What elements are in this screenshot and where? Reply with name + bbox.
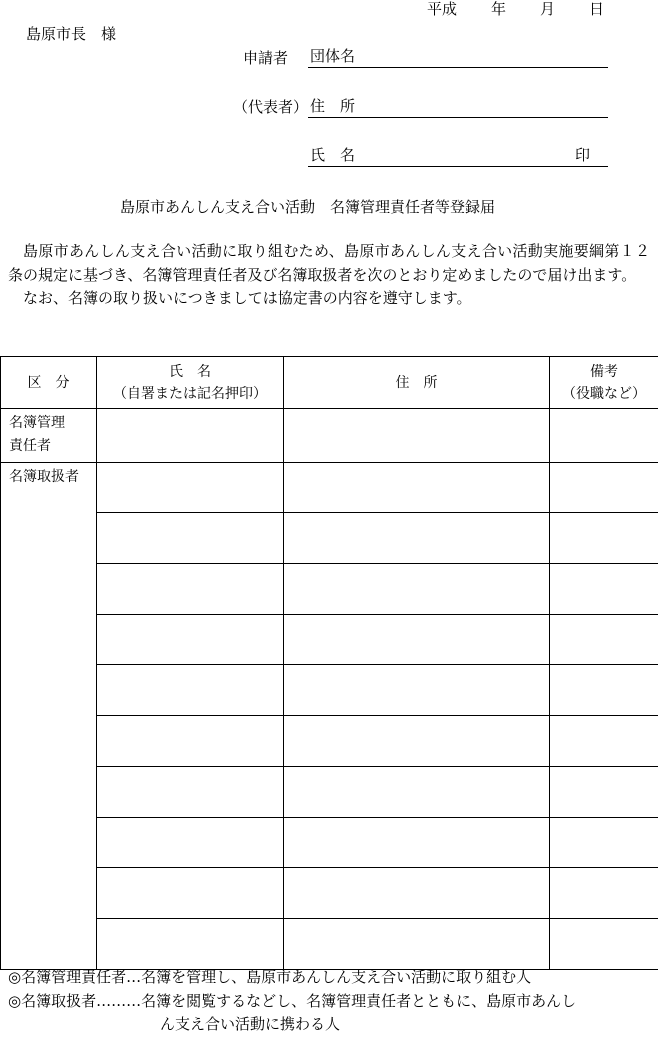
remarks-cell[interactable] [550, 766, 658, 817]
date-day: 日 [589, 0, 605, 18]
table-row [1, 665, 658, 716]
address-cell[interactable] [284, 766, 550, 817]
document-title: 島原市あんしん支え合い活動 名簿管理責任者等登録届 [120, 198, 496, 216]
address-cell[interactable] [284, 868, 550, 919]
category-handler: 名簿取扱者 [1, 462, 97, 969]
name-cell[interactable] [97, 665, 284, 716]
address-cell[interactable] [284, 817, 550, 868]
remarks-cell[interactable] [550, 665, 658, 716]
remarks-cell[interactable] [550, 513, 658, 564]
remarks-cell[interactable] [550, 614, 658, 665]
table-row [1, 462, 658, 513]
date-year: 年 [491, 0, 507, 18]
name-cell[interactable] [97, 766, 284, 817]
registration-table [0, 356, 658, 970]
header-remarks [550, 357, 658, 409]
address-field[interactable] [308, 95, 608, 118]
name-label: 氏 名 [310, 146, 356, 164]
name-cell[interactable] [97, 868, 284, 919]
note-handler-line1: ◎名簿取扱者………名簿を閲覧するなどし、名簿管理責任者とともに、島原市あんし [8, 991, 577, 1010]
remarks-cell[interactable] [550, 564, 658, 615]
category-manager-line1: 名簿管理 [9, 415, 65, 431]
address-cell[interactable] [284, 564, 550, 615]
remarks-cell[interactable] [550, 868, 658, 919]
table-row [1, 409, 658, 463]
date-era: 平成 [427, 0, 458, 18]
name-cell[interactable] [97, 409, 284, 463]
address-cell[interactable] [284, 409, 550, 463]
date-line [427, 0, 604, 19]
remarks-cell[interactable] [550, 716, 658, 767]
table-row [1, 817, 658, 868]
body-paragraph-1: 島原市あんしん支え合い活動に取り組むため、島原市あんしん支え合い活動実施要綱第１２条の規定に基づき、名簿管理責任者及び名簿取扱者を次のとおり定めましたので届け出ます。 [8, 242, 650, 284]
table-row [1, 564, 658, 615]
header-address: 住 所 [284, 357, 550, 409]
header-name-line1: 氏 名 [169, 363, 211, 380]
address-cell[interactable] [284, 716, 550, 767]
address-cell[interactable] [284, 614, 550, 665]
body-paragraph-2: なお、名簿の取り扱いにつきましては協定書の内容を遵守します。 [23, 289, 472, 307]
header-remarks-line1: 備考 [590, 363, 618, 380]
name-cell[interactable] [97, 614, 284, 665]
name-field[interactable] [308, 144, 608, 167]
category-manager [1, 409, 97, 463]
name-cell[interactable] [97, 918, 284, 969]
table-row [1, 868, 658, 919]
representative-label: （代表者） [233, 98, 309, 116]
recipient: 島原市長 様 [26, 25, 117, 43]
name-cell[interactable] [97, 716, 284, 767]
header-remarks-line2: （役職など） [562, 385, 646, 402]
group-name-field[interactable] [308, 45, 608, 68]
name-cell[interactable] [97, 513, 284, 564]
table-header-row [1, 357, 658, 409]
table-row [1, 716, 658, 767]
address-cell[interactable] [284, 918, 550, 969]
remarks-cell[interactable] [550, 409, 658, 463]
header-category: 区 分 [1, 357, 97, 409]
table-row [1, 614, 658, 665]
remarks-cell[interactable] [550, 918, 658, 969]
address-label: 住 所 [310, 97, 356, 115]
address-cell[interactable] [284, 665, 550, 716]
applicant-label: 申請者 [243, 49, 289, 67]
name-cell[interactable] [97, 817, 284, 868]
group-name-label: 団体名 [310, 47, 356, 65]
address-cell[interactable] [284, 513, 550, 564]
address-cell[interactable] [284, 462, 550, 513]
remarks-cell[interactable] [550, 817, 658, 868]
remarks-cell[interactable] [550, 462, 658, 513]
name-cell[interactable] [97, 564, 284, 615]
note-manager: ◎名簿管理責任者…名簿を管理し、島原市あんしん支え合い活動に取り組む人 [8, 968, 532, 986]
table-row [1, 513, 658, 564]
table-row [1, 766, 658, 817]
header-name [97, 357, 284, 409]
notes [8, 966, 653, 1037]
note-handler-line2: ん支え合い活動に携わる人 [160, 1015, 341, 1033]
category-manager-line2: 責任者 [9, 438, 51, 454]
header-name-line2: （自署または記名押印） [113, 385, 267, 402]
date-month: 月 [540, 0, 556, 18]
name-cell[interactable] [97, 462, 284, 513]
body-text [8, 240, 650, 311]
seal-label: 印 [574, 146, 590, 164]
table-row [1, 918, 658, 969]
